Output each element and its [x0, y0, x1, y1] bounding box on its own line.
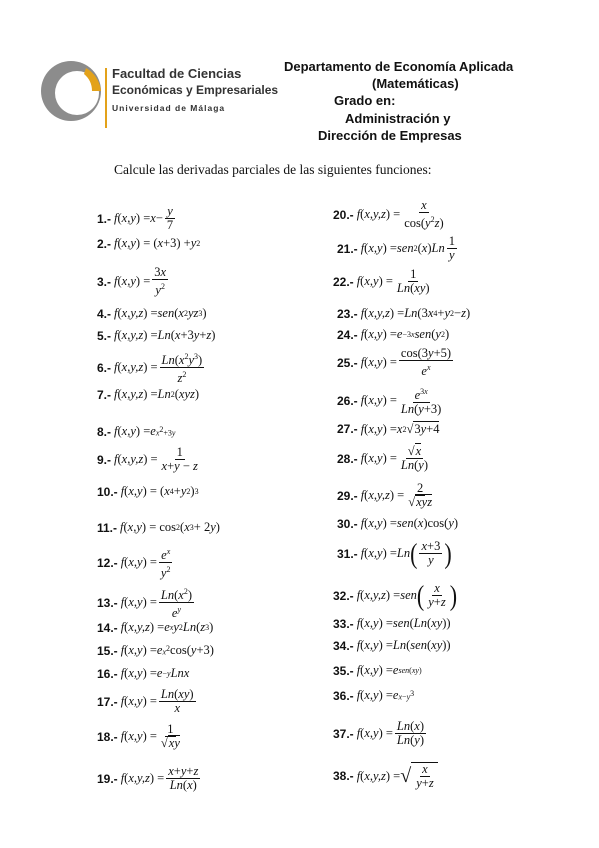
exercise-6: 6.- f ( x,y,z ) = $Ln(x^2y^3)$ $z^2$	[97, 352, 203, 386]
exercise-32: 32.- f ( x,y,z ) = sen ( x y+z )	[333, 578, 458, 612]
university-logo	[40, 60, 102, 122]
exercise-11: 11.- f ( x,y ) = cos 2 ( x 3 + 2 y )	[97, 520, 220, 535]
exercise-29: 29.- f ( x,y,z ) = 2 √xyz	[337, 481, 433, 509]
exercise-4: 4.- f ( x,y,z ) = sen ( x 2 yz 3 )	[97, 306, 207, 321]
exercise-10: 10.- f ( x,y ) = ( x 4 + y 2 ) 3	[97, 484, 199, 499]
exercise-37: 37.- f ( x,y ) = Ln(x) Ln(y)	[333, 719, 425, 747]
exercise-20: 20.- f ( x,y,z ) = x $\cos(y^2z)$	[333, 198, 444, 231]
exercise-2: 2.- f ( x,y ) = ( x +3) + y 2	[97, 236, 201, 251]
exercise-36: 36.- f ( x,y ) = e $x-y^3$	[333, 688, 415, 703]
institution-name	[112, 66, 278, 115]
grado-label: Grado en:	[334, 93, 396, 108]
exercise-13: 13.- f ( x,y ) = $Ln(x^2)$ $e^y$	[97, 587, 193, 621]
institution-line2: Económicas y Empresariales	[112, 83, 279, 97]
exercise-15: 15.- f ( x,y ) = e $x^2$ cos( y +3)	[97, 643, 214, 658]
department-subtitle: (Matemáticas)	[372, 76, 459, 91]
exercise-30: 30.- f ( x,y ) = sen ( x )cos( y )	[337, 516, 459, 531]
exercise-9: 9.- f ( x,y,z ) = 1 x+y − z	[97, 445, 198, 473]
department-title: Departamento de Economía Aplicada	[284, 59, 514, 74]
exercise-34: 34.- f ( x,y ) = Ln ( sen ( xy ))	[333, 638, 451, 653]
exercise-16: 16.- f ( x,y ) = e −y Lnx	[97, 666, 190, 681]
exercise-21: 21.- f ( x,y ) = sen 2 ( x ) Ln 1 y	[337, 234, 455, 262]
grado-line2: Dirección de Empresas	[318, 128, 462, 143]
exercise-1: 1.- f ( x,y ) = x − y 7	[97, 204, 174, 232]
exercise-24: 24.- f ( x,y ) = e −3x sen ( y 2 )	[337, 327, 450, 342]
exercise-22: 22.- f ( x,y ) = 1 Ln(xy)	[333, 267, 430, 295]
exercise-7: 7.- f ( x,y,z ) = Ln 2 ( xyz )	[97, 387, 200, 402]
exercise-26: 26.- f ( x,y ) = $e^{3x}$ Ln(y+3)	[337, 387, 442, 417]
exercise-5: 5.- f ( x,y,z ) = Ln ( x +3 y + z )	[97, 328, 216, 343]
exercise-25: 25.- f ( x,y ) = cos(3y+5) $e^x$	[337, 346, 452, 379]
exercise-18: 18.- f ( x,y ) = 1 √xy	[97, 722, 180, 750]
exercise-27: 27.- f ( x,y ) = x 2 √ 3y+4	[337, 421, 440, 436]
exercise-28: 28.- f ( x,y ) = √x Ln(y)	[337, 444, 429, 472]
exercise-23: 23.- f ( x,y,z ) = Ln (3 x 4 + y 2 − z )	[337, 306, 471, 321]
exercise-33: 33.- f ( x,y ) = sen ( Ln ( xy ))	[333, 616, 451, 631]
exercise-14: 14.- f ( x,y,z ) = e x y 2 Ln ( z 3 )	[97, 620, 214, 635]
instructions: Calcule las derivadas parciales de las siguientes funciones:	[114, 162, 432, 177]
exercise-17: 17.- f ( x,y ) = Ln(xy) x	[97, 687, 194, 715]
institution-line1: Facultad de Ciencias	[112, 66, 242, 81]
grado-line1: Administración y	[345, 111, 451, 126]
exercise-31: 31.- f ( x,y ) = Ln ( x+3 y )	[337, 536, 452, 570]
institution-line3: Universidad de Málaga	[112, 103, 226, 113]
exercise-3: 3.- f ( x,y ) = 3x $y^2$	[97, 265, 167, 298]
exercise-35: 35.- f ( x,y ) = e sen(xy)	[333, 663, 422, 678]
exercise-19: 19.- f ( x,y,z ) = x+y+z Ln(x)	[97, 764, 199, 792]
exercise-8: 8.- f ( x,y ) = e $x^2+3y$	[97, 424, 176, 439]
exercise-12: 12.- f ( x,y ) = $e^x$ $y^2$	[97, 547, 171, 581]
logo-divider	[105, 68, 107, 128]
exercise-38: 38.- f ( x,y,z ) = √ $\frac{x}{y+z}$	[333, 762, 438, 790]
